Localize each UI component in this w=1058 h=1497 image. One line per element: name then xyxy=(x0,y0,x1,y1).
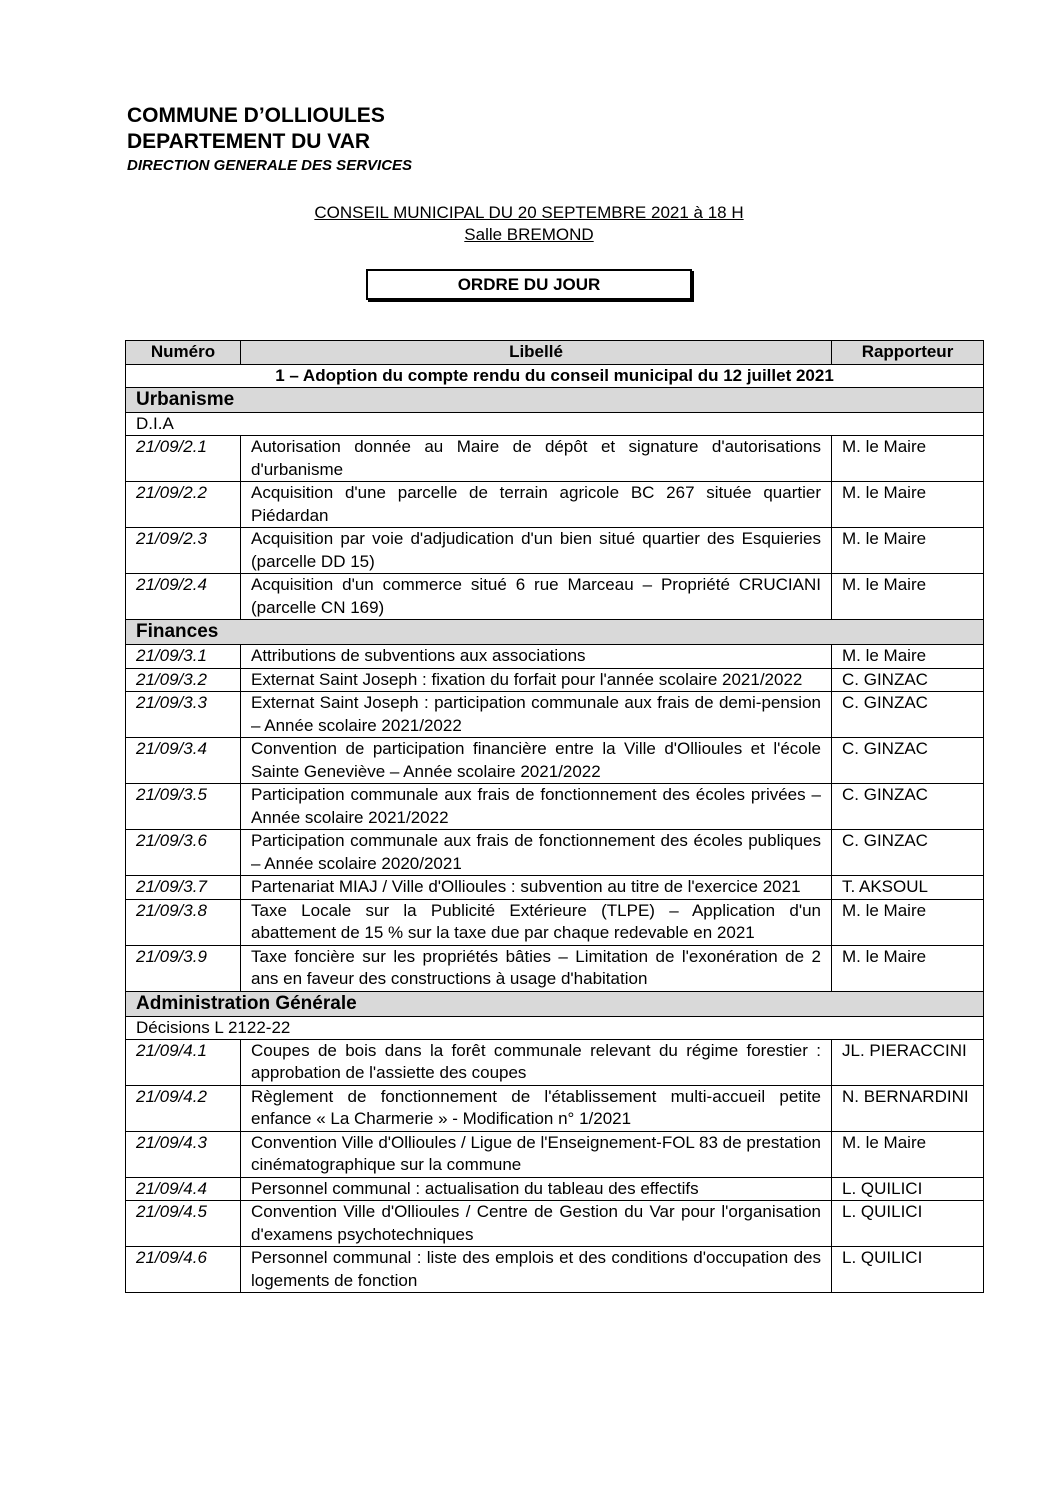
item-number: 21/09/3.8 xyxy=(126,899,241,945)
table-row xyxy=(126,528,984,574)
item-rapporteur: L. QUILICI xyxy=(832,1177,984,1201)
item-libelle: Externat Saint Joseph : fixation du forfait pour l'année scolaire 2021/2022 xyxy=(241,668,832,692)
item-number: 21/09/2.3 xyxy=(126,528,241,574)
section-subtitle-row xyxy=(126,413,984,436)
item-libelle: Convention Ville d'Ollioules / Ligue de l'Enseignement-FOL 83 de prestation cinématographique sur la commune xyxy=(241,1131,832,1177)
item-number: 21/09/3.9 xyxy=(126,945,241,991)
item-number: 21/09/2.4 xyxy=(126,574,241,620)
column-header-libelle: Libellé xyxy=(241,341,832,365)
item-rapporteur: N. BERNARDINI xyxy=(832,1085,984,1131)
item-number: 21/09/4.3 xyxy=(126,1131,241,1177)
meeting-title: CONSEIL MUNICIPAL DU 20 SEPTEMBRE 2021 à 18 H xyxy=(314,203,744,222)
item-libelle: Partenariat MIAJ / Ville d'Ollioules : subvention au titre de l'exercice 2021 xyxy=(241,876,832,900)
section-title: Administration Générale xyxy=(126,991,984,1016)
section-header-row xyxy=(126,388,984,413)
section-title: Urbanisme xyxy=(126,388,984,413)
item-libelle: Convention de participation financière entre la Ville d'Ollioules et l'école Sainte Geneviève – Année scolaire 2021/2022 xyxy=(241,738,832,784)
item-number: 21/09/3.5 xyxy=(126,784,241,830)
section-subtitle-row xyxy=(126,1016,984,1039)
item-rapporteur: C. GINZAC xyxy=(832,668,984,692)
commune-name: COMMUNE D’OLLIOULES xyxy=(127,104,385,127)
item-rapporteur: M. le Maire xyxy=(832,482,984,528)
item-number: 21/09/3.6 xyxy=(126,830,241,876)
departement-name: DEPARTEMENT DU VAR xyxy=(127,130,371,153)
item-libelle: Participation communale aux frais de fonctionnement des écoles privées – Année scolaire 2021/2022 xyxy=(241,784,832,830)
table-row xyxy=(126,574,984,620)
item-number: 21/09/3.4 xyxy=(126,738,241,784)
item-number: 21/09/2.1 xyxy=(126,436,241,482)
item-libelle: Taxe Locale sur la Publicité Extérieure (TLPE) – Application d'un abattement de 15 % sur la taxe due par chaque redevable en 2021 xyxy=(241,899,832,945)
section-header-row xyxy=(126,620,984,645)
table-row xyxy=(126,1201,984,1247)
section-subtitle: D.I.A xyxy=(126,413,984,436)
item-libelle: Personnel communal : liste des emplois et des conditions d'occupation des logements de fonction xyxy=(241,1247,832,1293)
table-row xyxy=(126,899,984,945)
item-rapporteur: M. le Maire xyxy=(832,574,984,620)
table-row xyxy=(126,692,984,738)
item-libelle: Attributions de subventions aux associations xyxy=(241,645,832,669)
item-rapporteur: M. le Maire xyxy=(832,1131,984,1177)
table-row xyxy=(126,784,984,830)
section-subtitle: Décisions L 2122-22 xyxy=(126,1016,984,1039)
item-number: 21/09/3.2 xyxy=(126,668,241,692)
item-libelle: Taxe foncière sur les propriétés bâties – Limitation de l'exonération de 2 ans en faveur des constructions à usage d'habitation xyxy=(241,945,832,991)
item-rapporteur: C. GINZAC xyxy=(832,692,984,738)
item-libelle: Autorisation donnée au Maire de dépôt et signature d'autorisations d'urbanisme xyxy=(241,436,832,482)
agenda-title-box: ORDRE DU JOUR xyxy=(366,269,692,300)
meeting-room: Salle BREMOND xyxy=(464,225,594,244)
item-libelle: Personnel communal : actualisation du tableau des effectifs xyxy=(241,1177,832,1201)
item-rapporteur: C. GINZAC xyxy=(832,784,984,830)
item-number: 21/09/4.6 xyxy=(126,1247,241,1293)
document-header xyxy=(127,103,412,177)
table-row xyxy=(126,945,984,991)
agenda-table xyxy=(125,340,984,1293)
item-rapporteur: JL. PIERACCINI xyxy=(832,1039,984,1085)
item-number: 21/09/2.2 xyxy=(126,482,241,528)
table-row xyxy=(126,1131,984,1177)
table-header-row xyxy=(126,341,984,365)
meeting-info xyxy=(0,202,1058,246)
item-libelle: Acquisition d'une parcelle de terrain agricole BC 267 située quartier Piédardan xyxy=(241,482,832,528)
direction-name: DIRECTION GENERALE DES SERVICES xyxy=(127,157,413,174)
table-row xyxy=(126,1039,984,1085)
item-rapporteur: L. QUILICI xyxy=(832,1247,984,1293)
item-number: 21/09/3.3 xyxy=(126,692,241,738)
adoption-row xyxy=(126,364,984,388)
item-libelle: Acquisition d'un commerce situé 6 rue Marceau – Propriété CRUCIANI (parcelle CN 169) xyxy=(241,574,832,620)
table-row xyxy=(126,668,984,692)
item-rapporteur: M. le Maire xyxy=(832,645,984,669)
item-number: 21/09/4.4 xyxy=(126,1177,241,1201)
section-header-row xyxy=(126,991,984,1016)
item-rapporteur: T. AKSOUL xyxy=(832,876,984,900)
item-libelle: Participation communale aux frais de fonctionnement des écoles publiques – Année scolaire 2020/2021 xyxy=(241,830,832,876)
item-rapporteur: M. le Maire xyxy=(832,436,984,482)
item-number: 21/09/4.1 xyxy=(126,1039,241,1085)
table-row xyxy=(126,1247,984,1293)
agenda-body xyxy=(126,364,984,1293)
item-rapporteur: M. le Maire xyxy=(832,945,984,991)
item-number: 21/09/3.7 xyxy=(126,876,241,900)
item-rapporteur: M. le Maire xyxy=(832,899,984,945)
table-row xyxy=(126,830,984,876)
item-libelle: Convention Ville d'Ollioules / Centre de Gestion du Var pour l'organisation d'examens psychotechniques xyxy=(241,1201,832,1247)
table-row xyxy=(126,876,984,900)
table-row xyxy=(126,482,984,528)
item-libelle: Coupes de bois dans la forêt communale relevant du régime forestier : approbation de l'assiette des coupes xyxy=(241,1039,832,1085)
adoption-text: 1 – Adoption du compte rendu du conseil municipal du 12 juillet 2021 xyxy=(126,364,984,388)
column-header-numero: Numéro xyxy=(126,341,241,365)
table-row xyxy=(126,1177,984,1201)
item-libelle: Règlement de fonctionnement de l'établissement multi-accueil petite enfance « La Charmerie » - Modification n° 1/2021 xyxy=(241,1085,832,1131)
item-number: 21/09/3.1 xyxy=(126,645,241,669)
item-rapporteur: L. QUILICI xyxy=(832,1201,984,1247)
table-row xyxy=(126,645,984,669)
column-header-rapporteur: Rapporteur xyxy=(832,341,984,365)
item-number: 21/09/4.2 xyxy=(126,1085,241,1131)
item-rapporteur: C. GINZAC xyxy=(832,738,984,784)
section-title: Finances xyxy=(126,620,984,645)
table-row xyxy=(126,1085,984,1131)
table-row xyxy=(126,436,984,482)
item-rapporteur: C. GINZAC xyxy=(832,830,984,876)
item-number: 21/09/4.5 xyxy=(126,1201,241,1247)
item-libelle: Externat Saint Joseph : participation communale aux frais de demi-pension – Année scolaire 2021/2022 xyxy=(241,692,832,738)
item-libelle: Acquisition par voie d'adjudication d'un bien situé quartier des Esquieries (parcelle DD 15) xyxy=(241,528,832,574)
item-rapporteur: M. le Maire xyxy=(832,528,984,574)
table-row xyxy=(126,738,984,784)
